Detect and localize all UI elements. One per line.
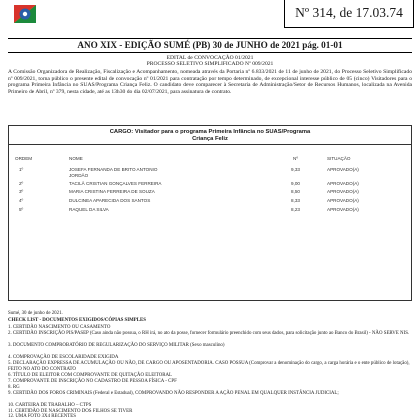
edital-subheading: PROCESSO SELETIVO SIMPLIFICADO Nº 009/2021 xyxy=(146,61,274,67)
checklist-item: 5. DECLARAÇÃO EXPRESSA DE ACUMULAÇÃO OU NÃO, DE CARGO OU APOSENTADORIA. CASO POSSUA (Comprovar a denominação do cargo, a carga horária e o ente público de lotação), FEITO NO ATO DO CONTRATO xyxy=(8,361,410,372)
checklist-item: 3. DOCUMENTO COMPROBATÓRIO DE REGULARIZAÇÃO DO SERVIÇO MILITAR (Sexo masculino) xyxy=(8,343,225,348)
row-score: 9,33 xyxy=(291,167,300,172)
header-name: NOME xyxy=(69,156,83,161)
row-score: 9,00 xyxy=(291,181,300,186)
candidates-table xyxy=(8,125,412,301)
row-name: JOSEFA FERNANDA DE BRITO ANTONIO xyxy=(69,167,158,172)
checklist-item: 9. CERTIDÃO DOS FOROS CRIMINAIS (Federal e Estadual), COMPROVANDO NÃO RESPONDER A AÇÃO PENAL EM QUALQUER INSTÂNCIA JUDICIAL; xyxy=(8,391,339,396)
checklist-item: 11. CERTIDÃO DE NASCIMENTO DOS FILHOS SE TIVER xyxy=(8,409,133,414)
checklist-item: 4. COMPROVAÇÃO DE ESCOLARIDADE EXIGIDA xyxy=(8,355,119,360)
law-number-box: Nº 314, de 17.03.74 xyxy=(284,0,414,28)
checklist-item: 6. TÍTULO DE ELEITOR COM COMPROVANTE DE QUITAÇÃO ELEITORAL xyxy=(8,373,173,378)
table-divider xyxy=(9,144,411,145)
row-order: 1º xyxy=(19,167,24,172)
row-status: APROVADO(A) xyxy=(327,167,359,172)
row-name: DULCINEA APARECIDA DOS SANTOS xyxy=(69,198,151,203)
checklist-item: 7. COMPROVANTE DE INSCRIÇÃO NO CADASTRO DE PESSOA FÍSICA - CPF xyxy=(8,379,177,384)
row-order: 4º xyxy=(19,198,24,203)
row-status: APROVADO(A) xyxy=(327,198,359,203)
row-score: 8,33 xyxy=(291,198,300,203)
header-order: ORDEM xyxy=(15,156,33,161)
checklist-item: 10. CARTEIRA DE TRABALHO – CTPS xyxy=(8,403,92,408)
municipal-emblem-icon xyxy=(12,1,38,27)
table-title-line-2: Criança Feliz xyxy=(192,136,228,142)
checklist-item: 8. RG xyxy=(8,385,20,390)
checklist-item: 2. CERTIDÃO INSCRIÇÃO PIS/PASEP (Caso ainda não possua, o RH irá, no ato da posse, fornecer formulário preenchido com seus dados, para solicitação junto ao Banco do Brasil) - NÃO SERVE NIS. xyxy=(8,331,410,336)
row-name-continued: JORDÃO xyxy=(69,173,89,178)
row-status: APROVADO(A) xyxy=(327,189,359,194)
row-status: APROVADO(A) xyxy=(327,207,359,212)
checklist-item: 1. CERTIDÃO NASCIMENTO OU CASAMENTO xyxy=(8,325,111,330)
table-title-line-1: CARGO: Visitador para o programa Primeira Infância no SUAS/Programa xyxy=(109,129,311,135)
row-status: APROVADO(A) xyxy=(327,181,359,186)
edital-body: A Comissão Organizadora de Realização, Fiscalização e Acompanhamento, nomeada através da Portaria nº 6.833/2021 de 11 de junho de 2021, do Processo Seletivo Simplificado nº 009/2021, torna público o presente edital de convocação nº 01/2021 para contratação por tempo determinado, de excepcional interesse público de 05 (cinco) Visitadores para o programa Primeira Infância no SUAS/Programa Criança Feliz. O candidato deve comparecer à Secretaria de Administração/Setor de Recursos Humanos, localizada na Avenida Primeiro de Abril, nº 379, nesta cidade, até as 13h30 do dia 02/07/2021, para assinatura de contrato. xyxy=(8,69,412,95)
checklist-title: CHECK LIST - DOCUMENTOS EXIGIDOS/CÓPIAS SIMPLES xyxy=(8,318,147,323)
header-score: Nº xyxy=(293,156,298,161)
table-row xyxy=(9,207,411,217)
issue-line: ANO XIX - EDIÇÃO SUMÉ (PB) 30 de JUNHO de 2021 pág. 01-01 xyxy=(8,38,412,53)
signoff-date: Sumé, 30 de junho de 2021. xyxy=(8,311,63,316)
checklist-item: 12. UMA FOTO 3X4 RECENTES xyxy=(8,414,76,419)
table-header-row xyxy=(9,156,411,166)
edital-heading: EDITAL de CONVOCAÇÃO 01/2021 xyxy=(166,55,254,61)
row-order: 3º xyxy=(19,189,24,194)
row-score: 8,23 xyxy=(291,207,300,212)
row-name: RAQUEL DA SILVA xyxy=(69,207,109,212)
row-score: 8,50 xyxy=(291,189,300,194)
table-row xyxy=(9,167,411,177)
row-order: 5º xyxy=(19,207,24,212)
row-order: 2º xyxy=(19,181,24,186)
row-name: MARIA CRISTINA FERREIRA DE SOUZA xyxy=(69,189,155,194)
row-name: TACILÂ CRISTIAN GONÇALVES FERREIRA xyxy=(69,181,162,186)
header-status: SITUAÇÃO xyxy=(327,156,351,161)
table-title xyxy=(9,129,411,143)
